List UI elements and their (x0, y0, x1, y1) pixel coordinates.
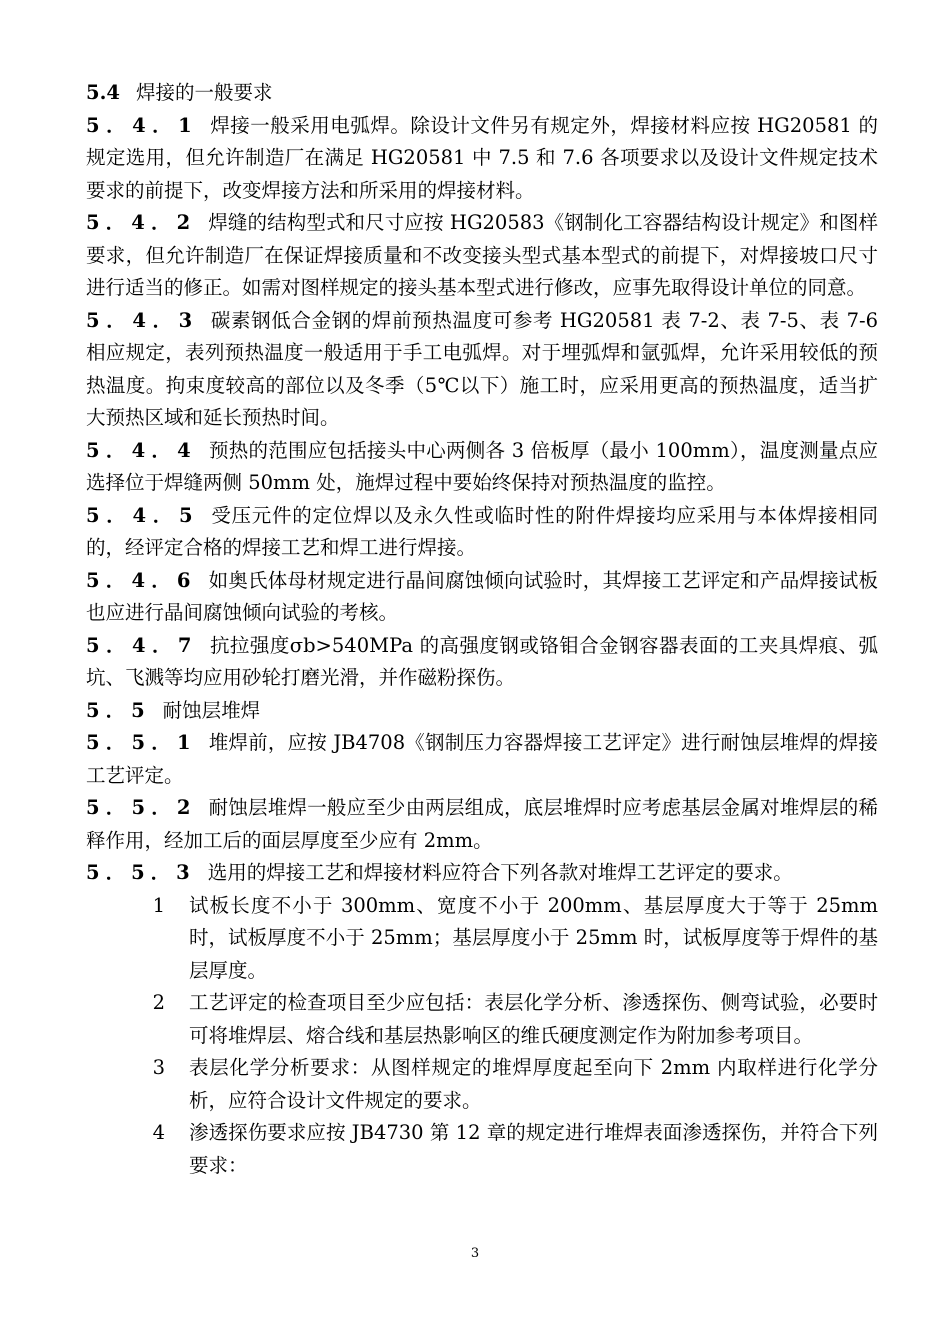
clause-number: 5．4．3 (86, 308, 199, 332)
section-number: 5．5 (86, 698, 151, 722)
clause-5-4-4 (86, 435, 878, 500)
clause-5-4-1 (86, 110, 878, 208)
list-item-number: 4 (152, 1121, 165, 1144)
clause-5-5-1 (86, 727, 878, 792)
list-item-number: 3 (152, 1056, 165, 1079)
clause-text: 焊缝的结构型式和尺寸应按 HG20583《钢制化工容器结构设计规定》和图样要求，但允许制造厂在保证焊接质量和不改变接头型式基本型式的前提下，对焊接坡口尺寸进行适当的修正。如需对图样规定的接头基本型式进行修改，应事先取得设计单位的同意。 (86, 211, 878, 299)
clause-number: 5．4．4 (86, 438, 197, 462)
clause-text: 碳素钢低合金钢的焊前预热温度可参考 HG20581 表 7-2、表 7-5、表 7-6 相应规定，表列预热温度一般适用于手工电弧焊。对于埋弧焊和氩弧焊，允许采用较低的预热温度。拘束度较高的部位以及冬季（5℃以下）施工时，应采用更高的预热温度，适当扩大预热区域和延长预热时间。 (86, 308, 878, 429)
list-item-number: 1 (152, 893, 165, 917)
section-title: 焊接的一般要求 (135, 81, 273, 104)
list-item-text: 试板长度不小于 300mm、宽度不小于 200mm、基层厚度大于等于 25mm 时，试板厚度不小于 25mm；基层厚度小于 25mm 时，试板厚度等于焊件的基层厚度。 (189, 893, 878, 982)
clause-number: 5．5．3 (86, 861, 196, 884)
clause-text: 预热的范围应包括接头中心两侧各 3 倍板厚（最小 100mm），温度测量点应选择位于焊缝两侧 50mm 处，施焊过程中要始终保持对预热温度的监控。 (86, 438, 878, 494)
list-item-text: 表层化学分析要求：从图样规定的堆焊厚度起至向下 2mm 内取样进行化学分析，应符合设计文件规定的要求。 (189, 1056, 878, 1112)
clause-5-5-3 (86, 857, 878, 890)
list-item (86, 1117, 878, 1182)
list-item-text: 渗透探伤要求应按 JB4730 第 12 章的规定进行堆焊表面渗透探伤，并符合下列要求： (189, 1121, 878, 1177)
clause-text: 焊接一般采用电弧焊。除设计文件另有规定外，焊接材料应按 HG20581 的规定选用，但允许制造厂在满足 HG20581 中 7.5 和 7.6 各项要求以及设计文件规定技术要求的前提下，改变焊接方法和所采用的焊接材料。 (86, 113, 878, 202)
clause-number: 5．4．1 (86, 113, 198, 137)
list-item-text: 工艺评定的检查项目至少应包括：表层化学分析、渗透探伤、侧弯试验，必要时可将堆焊层、熔合线和基层热影响区的维氏硬度测定作为附加参考项目。 (189, 991, 878, 1047)
clause-text: 选用的焊接工艺和焊接材料应符合下列各款对堆焊工艺评定的要求。 (207, 861, 793, 884)
clause-5-5-2 (86, 792, 878, 857)
section-heading-5-4 (86, 77, 878, 110)
section-number: 5.4 (86, 81, 120, 104)
clause-number: 5．4．2 (86, 211, 197, 234)
clause-5-4-6 (86, 565, 878, 630)
clause-5-4-3 (86, 305, 878, 435)
clause-number: 5．4．6 (86, 568, 197, 592)
clause-text: 如奥氏体母材规定进行晶间腐蚀倾向试验时，其焊接工艺评定和产品焊接试板也应进行晶间腐蚀倾向试验的考核。 (86, 568, 878, 624)
list-item (86, 890, 878, 988)
clause-text: 抗拉强度σb>540MPa 的高强度钢或铬钼合金钢容器表面的工夹具焊痕、弧坑、飞溅等均应用砂轮打磨光滑，并作磁粉探伤。 (86, 633, 878, 689)
clause-5-4-5 (86, 500, 878, 565)
section-heading-5-5 (86, 695, 878, 728)
clause-number: 5．4．5 (86, 503, 199, 527)
document-body (86, 77, 878, 1182)
list-item (86, 987, 878, 1052)
section-title: 耐蚀层堆焊 (162, 698, 261, 722)
page-number: 3 (470, 1246, 480, 1261)
clause-text: 耐蚀层堆焊一般应至少由两层组成，底层堆焊时应考虑基层金属对堆焊层的稀释作用，经加工后的面层厚度至少应有 2mm。 (86, 796, 878, 852)
clause-text: 受压元件的定位焊以及永久性或临时性的附件焊接均应采用与本体焊接相同的，经评定合格的焊接工艺和焊工进行焊接。 (86, 503, 878, 559)
clause-number: 5．4．7 (86, 633, 198, 657)
list-item-number: 2 (152, 991, 165, 1014)
clause-number: 5．5．1 (86, 731, 197, 754)
list-item (86, 1052, 878, 1117)
clause-5-4-2 (86, 207, 878, 305)
clause-number: 5．5．2 (86, 796, 197, 819)
clause-5-5-3-list (86, 890, 878, 1183)
clause-5-4-7 (86, 630, 878, 695)
clause-text: 堆焊前，应按 JB4708《钢制压力容器焊接工艺评定》进行耐蚀层堆焊的焊接工艺评定。 (86, 731, 878, 787)
